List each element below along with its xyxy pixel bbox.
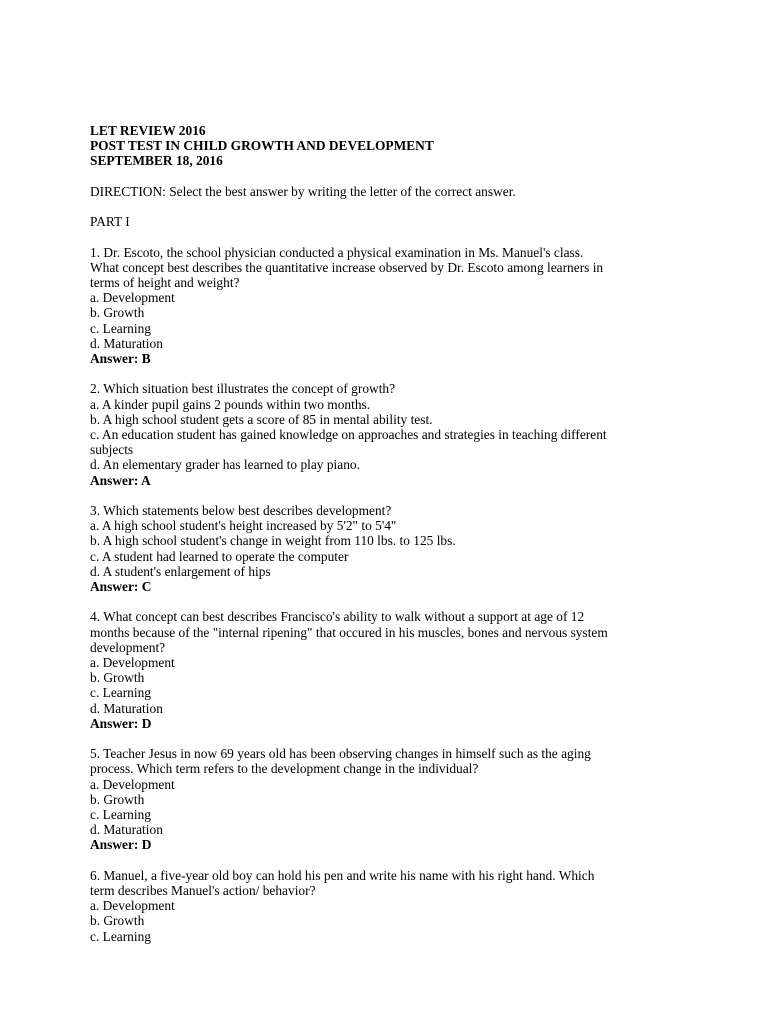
question-text: 2. Which situation best illustrates the concept of growth? <box>90 381 396 397</box>
question-text: months because of the "internal ripening" that occured in his muscles, bones and nervous system <box>90 624 608 640</box>
question-text: term describes Manuel's action/ behavior? <box>90 883 316 899</box>
question-item <box>90 868 690 944</box>
answer-option: d. A student's enlargement of hips <box>90 563 271 579</box>
answer-option: b. A high school student's change in weight from 110 lbs. to 125 lbs. <box>90 533 456 549</box>
answer-option: a. Development <box>90 776 175 792</box>
answer-option: b. Growth <box>90 913 145 929</box>
question-item <box>90 245 690 367</box>
answer-option: b. A high school student gets a score of 85 in mental ability test. <box>90 411 433 427</box>
header-title: LET REVIEW 2016 <box>90 123 206 138</box>
answer-option: a. Development <box>90 290 175 306</box>
document-page <box>90 123 690 944</box>
question-text: 6. Manuel, a five-year old boy can hold his pen and write his name with his right hand. Which <box>90 867 595 883</box>
answer-key: Answer: D <box>90 715 152 731</box>
answer-option: b. Growth <box>90 305 145 321</box>
spacer <box>90 229 690 244</box>
question-text: development? <box>90 639 166 655</box>
answer-option: a. Development <box>90 898 175 914</box>
answer-option: b. Growth <box>90 791 145 807</box>
question-text: terms of height and weight? <box>90 274 240 290</box>
question-list <box>90 245 690 944</box>
question-text: What concept best describes the quantitative increase observed by Dr. Escoto among learners in <box>90 259 604 275</box>
direction-text: DIRECTION: Select the best answer by writing the letter of the correct answer. <box>90 183 516 199</box>
part-heading: PART I <box>90 214 130 230</box>
answer-key: Answer: D <box>90 837 152 853</box>
question-text: 4. What concept can best describes Francisco's ability to walk without a support at age of 12 <box>90 609 585 625</box>
answer-option: c. Learning <box>90 685 151 701</box>
answer-option: c. Learning <box>90 320 151 336</box>
question-item <box>90 609 690 731</box>
question-text: process. Which term refers to the development change in the individual? <box>90 761 479 777</box>
question-text: 1. Dr. Escoto, the school physician conducted a physical examination in Ms. Manuel's class. <box>90 244 584 260</box>
answer-option: b. Growth <box>90 670 145 686</box>
answer-option: subjects <box>90 442 134 458</box>
answer-key: Answer: C <box>90 579 152 595</box>
answer-key: Answer: B <box>90 351 151 366</box>
question-item <box>90 746 690 852</box>
answer-option: d. Maturation <box>90 335 163 351</box>
answer-option: d. Maturation <box>90 822 163 838</box>
answer-option: a. A kinder pupil gains 2 pounds within two months. <box>90 396 371 412</box>
answer-option: d. Maturation <box>90 700 163 716</box>
answer-option: c. Learning <box>90 807 151 823</box>
answer-option: c. An education student has gained knowledge on approaches and strategies in teaching different <box>90 427 607 442</box>
answer-option: a. A high school student's height increased by 5'2" to 5'4" <box>90 518 397 534</box>
answer-option: d. An elementary grader has learned to play piano. <box>90 457 360 473</box>
header-date: SEPTEMBER 18, 2016 <box>90 153 223 169</box>
question-text: 3. Which statements below best describes development? <box>90 503 392 518</box>
question-item <box>90 381 690 487</box>
spacer <box>90 169 690 184</box>
header-subtitle: POST TEST IN CHILD GROWTH AND DEVELOPMENT <box>90 138 434 154</box>
spacer <box>90 199 690 214</box>
document-header <box>90 123 690 169</box>
answer-key: Answer: A <box>90 472 151 488</box>
answer-option: a. Development <box>90 655 175 671</box>
answer-option: c. Learning <box>90 928 151 944</box>
question-item <box>90 503 690 594</box>
question-text: 5. Teacher Jesus in now 69 years old has been observing changes in himself such as the aging <box>90 746 591 762</box>
answer-option: c. A student had learned to operate the computer <box>90 548 349 564</box>
